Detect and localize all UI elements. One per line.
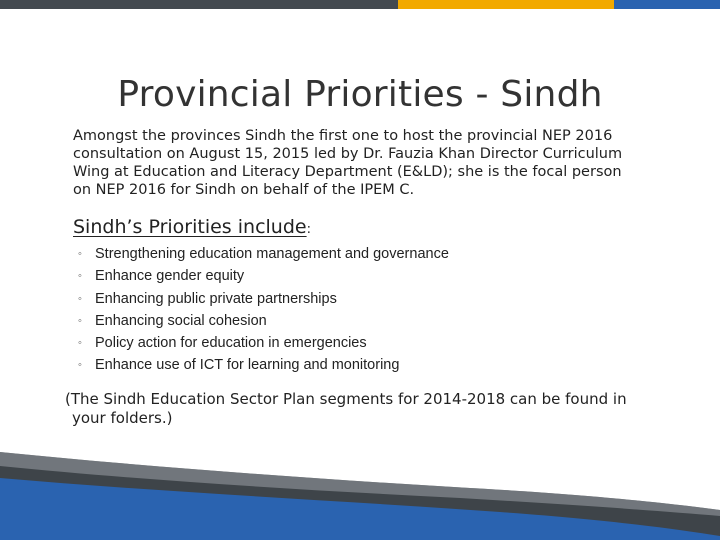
- folder-note: [65, 390, 665, 428]
- list-item: [78, 243, 449, 265]
- footer-swoosh-decoration: [0, 440, 720, 540]
- bullet-icon: ◦: [78, 292, 82, 305]
- intro-paragraph: [73, 127, 673, 199]
- list-item-text: Enhancing public private partnerships: [95, 290, 337, 307]
- top-accent-bar-blue: [614, 0, 720, 9]
- folder-note-line: your folders.): [72, 409, 173, 427]
- slide-title: Provincial Priorities - Sindh: [117, 74, 603, 116]
- priorities-heading-colon: :: [306, 222, 311, 237]
- bullet-icon: ◦: [78, 248, 82, 260]
- intro-line: on NEP 2016 for Sindh on behalf of the IPEM C.: [73, 182, 415, 198]
- list-item-text: Enhancing social cohesion: [95, 312, 267, 329]
- priorities-heading-text: Sindh’s Priorities include: [73, 216, 307, 238]
- bullet-icon: ◦: [78, 359, 82, 372]
- bullet-icon: ◦: [78, 270, 82, 283]
- list-item-text: Strengthening education management and governance: [95, 246, 449, 262]
- bullet-icon: ◦: [78, 314, 82, 327]
- list-item-text: Policy action for education in emergencies: [95, 335, 367, 352]
- list-item-text: Enhance gender equity: [95, 268, 245, 285]
- list-item: [78, 265, 449, 287]
- intro-line: consultation on August 15, 2015 led by Dr. Fauzia Khan Director Curriculum: [73, 146, 623, 162]
- intro-line: Wing at Education and Literacy Department (E&LD); she is the focal person: [73, 164, 622, 180]
- folder-note-line: (The Sindh Education Sector Plan segments for 2014-2018 can be found in: [65, 390, 627, 408]
- top-accent-bar-dark: [0, 0, 398, 9]
- top-accent-bar-orange: [398, 0, 614, 9]
- priorities-list: [78, 243, 449, 377]
- list-item: [78, 354, 449, 376]
- list-item: [78, 310, 449, 332]
- bullet-icon: ◦: [78, 337, 82, 350]
- intro-line: Amongst the provinces Sindh the first one to host the provincial NEP 2016: [73, 128, 613, 144]
- list-item: [78, 288, 449, 310]
- priorities-heading: [73, 216, 311, 238]
- list-item-text: Enhance use of ICT for learning and monitoring: [95, 357, 400, 374]
- list-item: [78, 332, 449, 354]
